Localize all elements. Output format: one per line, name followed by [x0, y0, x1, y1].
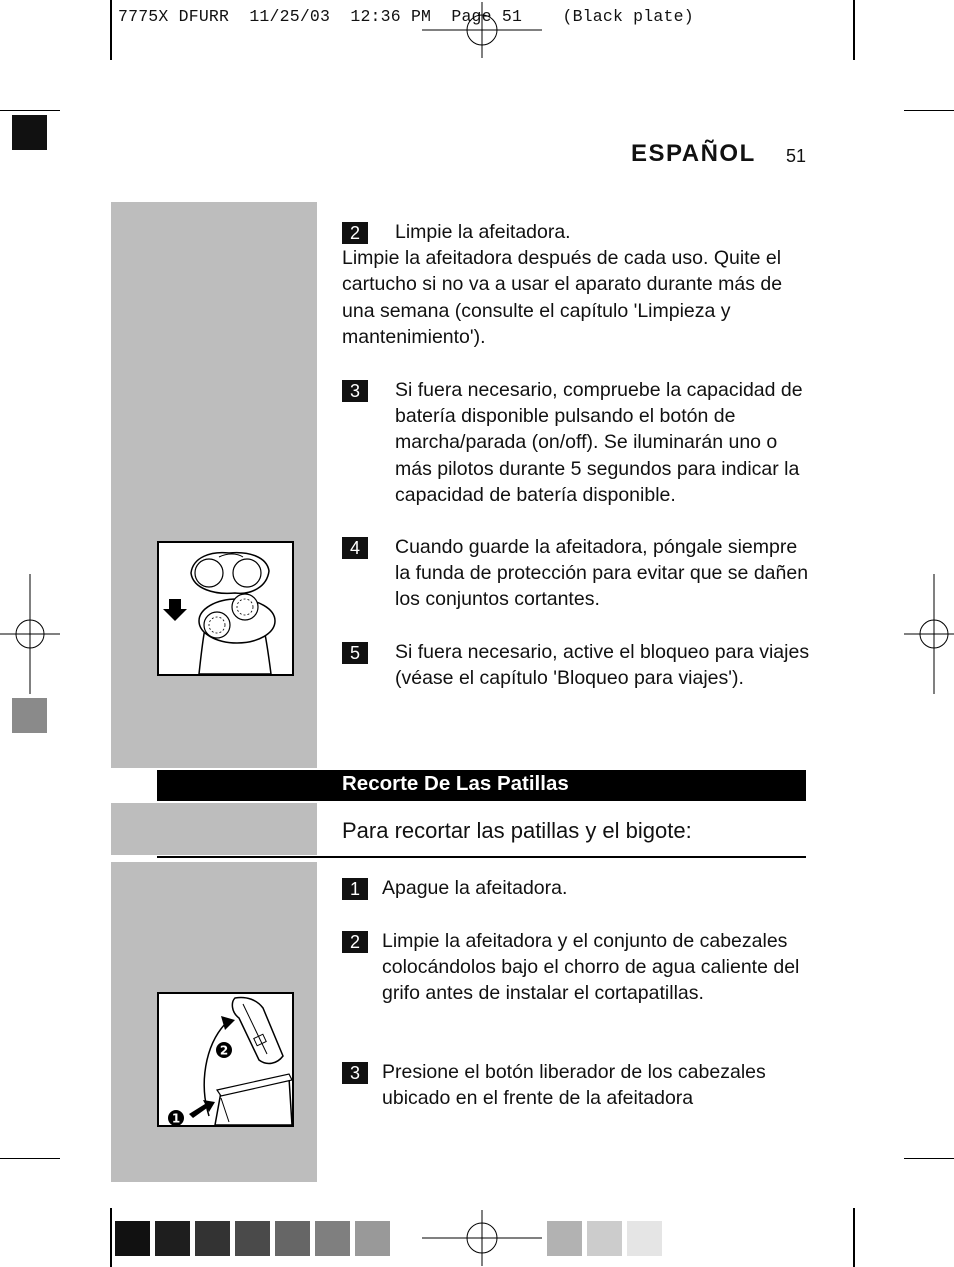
- step-number: 2: [342, 222, 368, 244]
- crop-mark: [853, 0, 855, 60]
- step-number: 1: [342, 878, 368, 900]
- step-item: [342, 1059, 812, 1111]
- step-body: Limpie la afeitadora después de cada uso. Quite el cartucho si no va a usar el aparato durante más de una semana (consulte el capítulo 'Limpieza y mantenimiento').: [342, 247, 783, 348]
- registration-mark-icon: [902, 574, 954, 694]
- color-swatch: [195, 1221, 230, 1256]
- callout-label: 2: [219, 1043, 229, 1058]
- shaver-cap-illustration: [157, 541, 294, 676]
- registration-mark-icon: [420, 0, 544, 60]
- color-swatch: [275, 1221, 310, 1256]
- registration-mark-icon: [420, 1208, 544, 1267]
- step-text: Apague la afeitadora.: [382, 877, 568, 899]
- step-item: [342, 534, 812, 613]
- crop-mark: [0, 110, 60, 111]
- shaver-head-release-icon: [159, 994, 292, 1125]
- color-swatch: [627, 1221, 662, 1256]
- callout-label: 1: [171, 1111, 181, 1125]
- color-tab-gray: [12, 698, 47, 733]
- color-swatch: [547, 1221, 582, 1256]
- crop-mark: [904, 1158, 954, 1159]
- crop-mark: [110, 1208, 112, 1267]
- step-item: [342, 928, 812, 1007]
- crop-mark: [0, 1158, 60, 1159]
- margin-band-mid: [111, 803, 317, 855]
- color-swatch: [587, 1221, 622, 1256]
- color-tab-black: [12, 115, 47, 150]
- section-subtitle: Para recortar las patillas y el bigote:: [342, 818, 692, 843]
- crop-mark: [110, 0, 112, 60]
- step-text: Presione el botón liberador de los cabezales ubicado en el frente de la afeitadora: [382, 1061, 766, 1110]
- step-text: Si fuera necesario, compruebe la capacidad de batería disponible pulsando el botón de marcha/parada (on/off). Se iluminarán uno o más pilotos durante 5 segundos para indicar la capacidad de batería disponible.: [395, 379, 803, 506]
- step-item: [342, 219, 812, 350]
- step-number: 5: [342, 642, 368, 664]
- language-heading: ESPAÑOL: [631, 140, 756, 167]
- color-swatch: [315, 1221, 350, 1256]
- step-item: [342, 639, 812, 691]
- shaver-open-illustration: [157, 992, 294, 1127]
- step-title: Limpie la afeitadora.: [395, 221, 571, 243]
- page-number: 51: [786, 146, 807, 166]
- step-item: [342, 377, 812, 508]
- step-number: 3: [342, 1062, 368, 1084]
- step-text: Limpie la afeitadora y el conjunto de cabezales colocándolos bajo el chorro de agua caliente del grifo antes de instalar el cortapatillas.: [382, 930, 800, 1005]
- registration-mark-icon: [0, 574, 62, 694]
- crop-mark: [853, 1208, 855, 1267]
- section-title: Recorte De Las Patillas: [342, 772, 569, 795]
- color-swatch: [155, 1221, 190, 1256]
- divider: [157, 856, 806, 858]
- color-swatch: [115, 1221, 150, 1256]
- color-swatch: [355, 1221, 390, 1256]
- step-text: Si fuera necesario, active el bloqueo para viajes (véase el capítulo 'Bloqueo para viajes').: [395, 641, 810, 690]
- step-item: [342, 875, 812, 901]
- step-text: Cuando guarde la afeitadora, póngale siempre la funda de protección para evitar que se dañen los conjuntos cortantes.: [395, 536, 809, 611]
- printer-slug: 7775X DFURR 11/25/03 12:36 PM Page 51 (Black plate): [118, 7, 694, 26]
- step-number: 4: [342, 537, 368, 559]
- crop-mark: [904, 110, 954, 111]
- step-number: 2: [342, 931, 368, 953]
- step-number: 3: [342, 380, 368, 402]
- margin-band-top: [111, 202, 317, 768]
- shaver-protection-cap-icon: [159, 543, 292, 674]
- color-swatch: [235, 1221, 270, 1256]
